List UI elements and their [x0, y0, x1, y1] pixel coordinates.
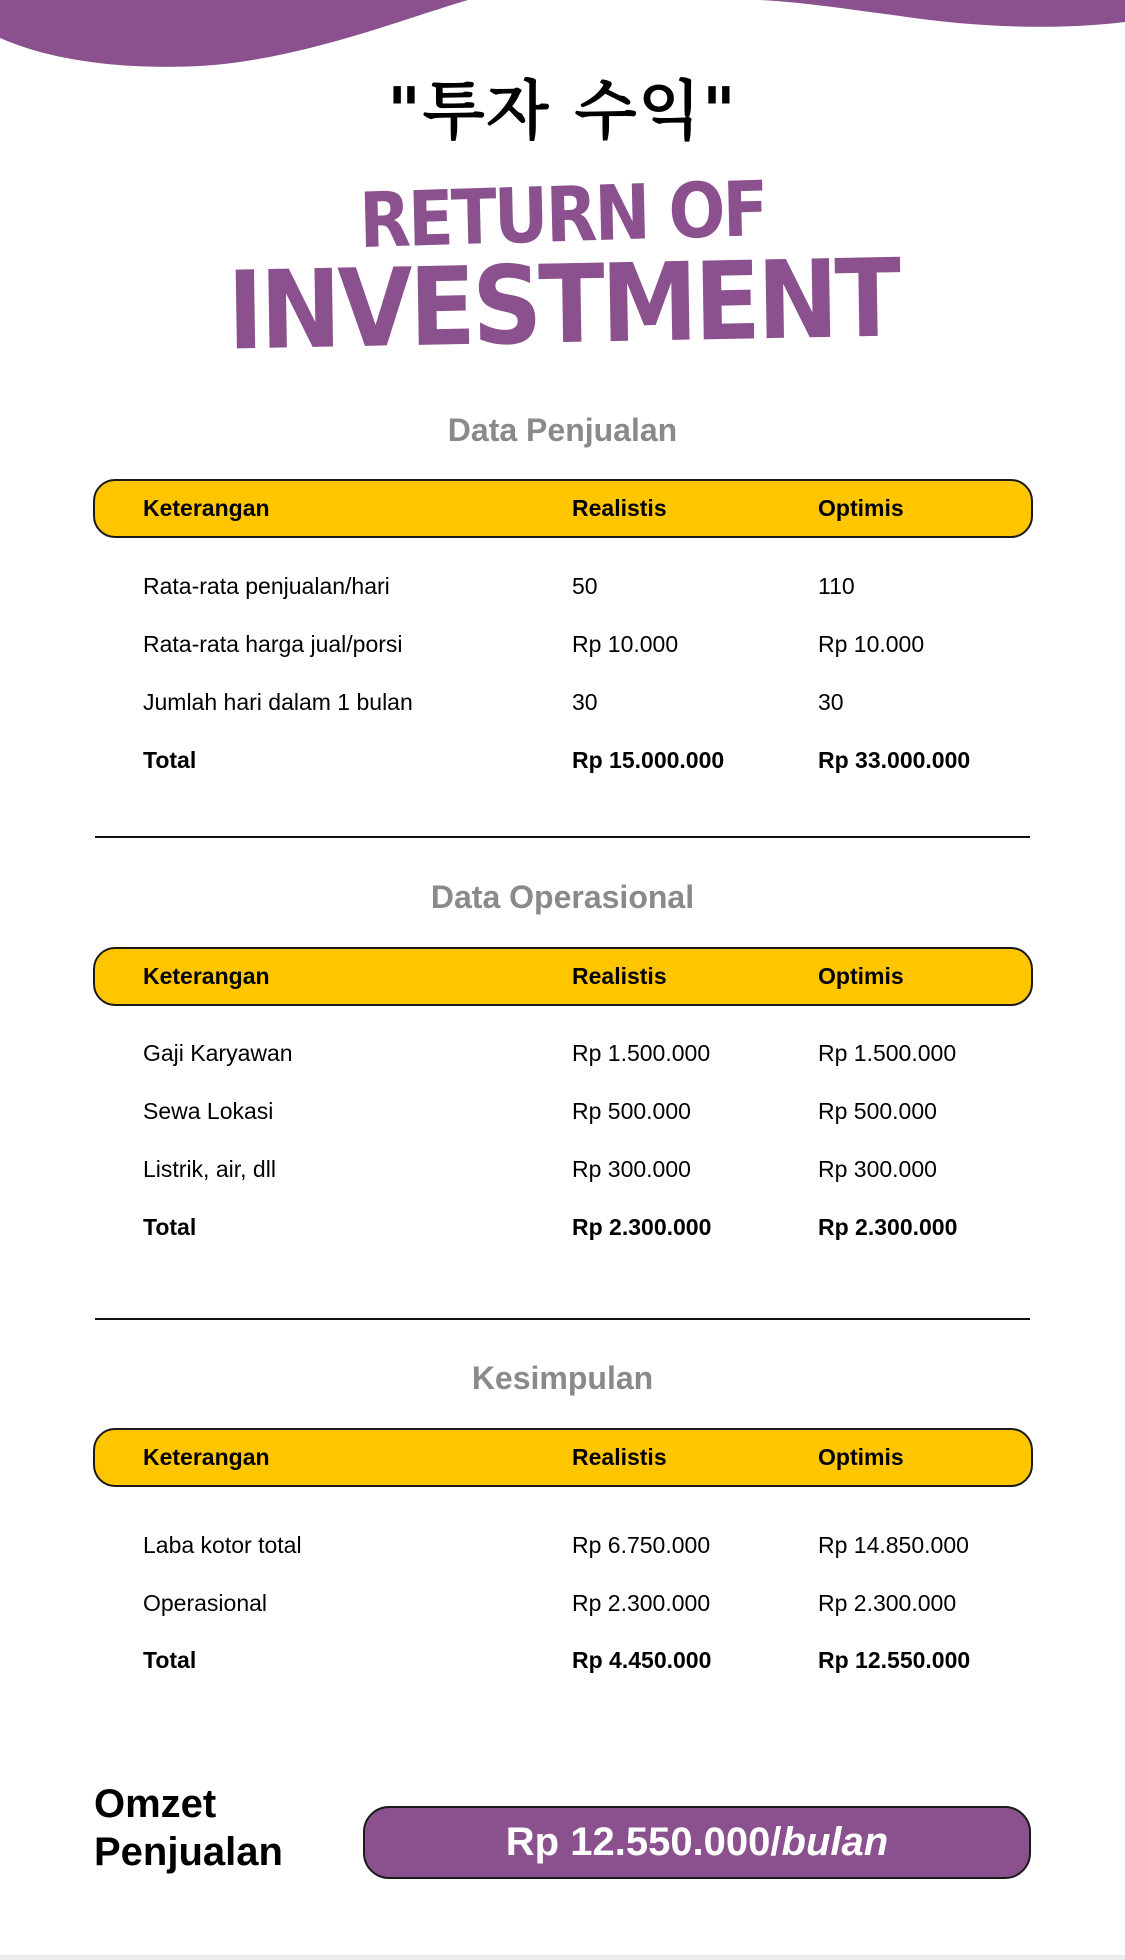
omzet-value-badge — [363, 1806, 1031, 1879]
row-realistis: Rp 15.000.000 — [572, 747, 725, 773]
korean-title: "투자 수익" — [387, 75, 738, 149]
section-divider — [95, 1318, 1030, 1320]
row-realistis: Rp 300.000 — [572, 1156, 691, 1182]
title-investment: INVESTMENT — [226, 236, 899, 375]
row-label: Rata-rata harga jual/porsi — [143, 631, 403, 657]
wave-right — [760, 0, 1125, 27]
col-realistis: Realistis — [572, 963, 667, 989]
table-row — [0, 1149, 1125, 1189]
table-row — [0, 1583, 1125, 1623]
row-optimis: Rp 33.000.000 — [818, 747, 971, 773]
table-row — [0, 1091, 1125, 1131]
row-optimis: Rp 12.550.000 — [818, 1647, 971, 1673]
row-realistis: Rp 6.750.000 — [572, 1532, 711, 1558]
table-row — [0, 1033, 1125, 1073]
row-realistis: 50 — [572, 573, 598, 599]
row-realistis: Rp 500.000 — [572, 1098, 691, 1124]
wave-left — [0, 0, 468, 67]
row-optimis: Rp 2.300.000 — [818, 1590, 957, 1616]
row-realistis: Rp 10.000 — [572, 631, 679, 657]
table-header-kesimpulan — [93, 1428, 1033, 1487]
col-realistis: Realistis — [572, 495, 667, 521]
row-label: Jumlah hari dalam 1 bulan — [143, 689, 413, 715]
table-row — [0, 566, 1125, 606]
row-realistis: Rp 4.450.000 — [572, 1647, 712, 1673]
row-optimis: Rp 10.000 — [818, 631, 925, 657]
omzet-label-line2: Penjualan — [94, 1830, 283, 1874]
row-label: Sewa Lokasi — [143, 1098, 274, 1124]
table-row — [0, 1525, 1125, 1565]
table-row — [0, 682, 1125, 722]
row-optimis: Rp 300.000 — [818, 1156, 937, 1182]
section-title-kesimpulan: Kesimpulan — [471, 1360, 654, 1396]
title-return-of: RETURN OF — [358, 163, 767, 266]
omzet-label-line1: Omzet — [94, 1782, 217, 1826]
col-optimis: Optimis — [818, 963, 904, 989]
table-row-total — [0, 740, 1125, 780]
top-wave-decoration — [0, 0, 1125, 80]
omzet-label — [94, 1780, 283, 1876]
row-optimis: Rp 14.850.000 — [818, 1532, 969, 1558]
col-optimis: Optimis — [818, 1444, 904, 1470]
col-keterangan: Keterangan — [143, 1444, 270, 1470]
row-label: Total — [143, 747, 197, 773]
table-header-operasional — [93, 947, 1033, 1006]
row-optimis: Rp 2.300.000 — [818, 1214, 958, 1240]
row-label: Listrik, air, dll — [143, 1156, 276, 1182]
row-label: Laba kotor total — [143, 1532, 302, 1558]
row-optimis: 30 — [818, 689, 844, 715]
row-optimis: Rp 1.500.000 — [818, 1040, 957, 1066]
row-label: Total — [143, 1647, 197, 1673]
row-label: Operasional — [143, 1590, 268, 1616]
col-optimis: Optimis — [818, 495, 904, 521]
col-keterangan: Keterangan — [143, 963, 270, 989]
row-realistis: Rp 1.500.000 — [572, 1040, 711, 1066]
col-realistis: Realistis — [572, 1444, 667, 1470]
table-row — [0, 624, 1125, 664]
section-title-operasional: Data Operasional — [430, 879, 695, 915]
section-title-penjualan: Data Penjualan — [447, 412, 678, 448]
row-label: Rata-rata penjualan/hari — [143, 573, 390, 599]
row-realistis: 30 — [572, 689, 598, 715]
row-label: Gaji Karyawan — [143, 1040, 293, 1066]
section-divider — [95, 836, 1030, 838]
col-keterangan: Keterangan — [143, 495, 270, 521]
omzet-amount: Rp 12.550.000/ — [505, 1820, 782, 1864]
row-realistis: Rp 2.300.000 — [572, 1214, 712, 1240]
omzet-unit: bulan — [781, 1820, 889, 1864]
row-optimis: Rp 500.000 — [818, 1098, 937, 1124]
row-optimis: 110 — [818, 573, 855, 599]
bottom-edge-strip — [0, 1955, 1125, 1960]
row-realistis: Rp 2.300.000 — [572, 1590, 711, 1616]
table-row-total — [0, 1207, 1125, 1247]
table-header-penjualan — [93, 479, 1033, 538]
row-label: Total — [143, 1214, 197, 1240]
table-row-total — [0, 1640, 1125, 1680]
